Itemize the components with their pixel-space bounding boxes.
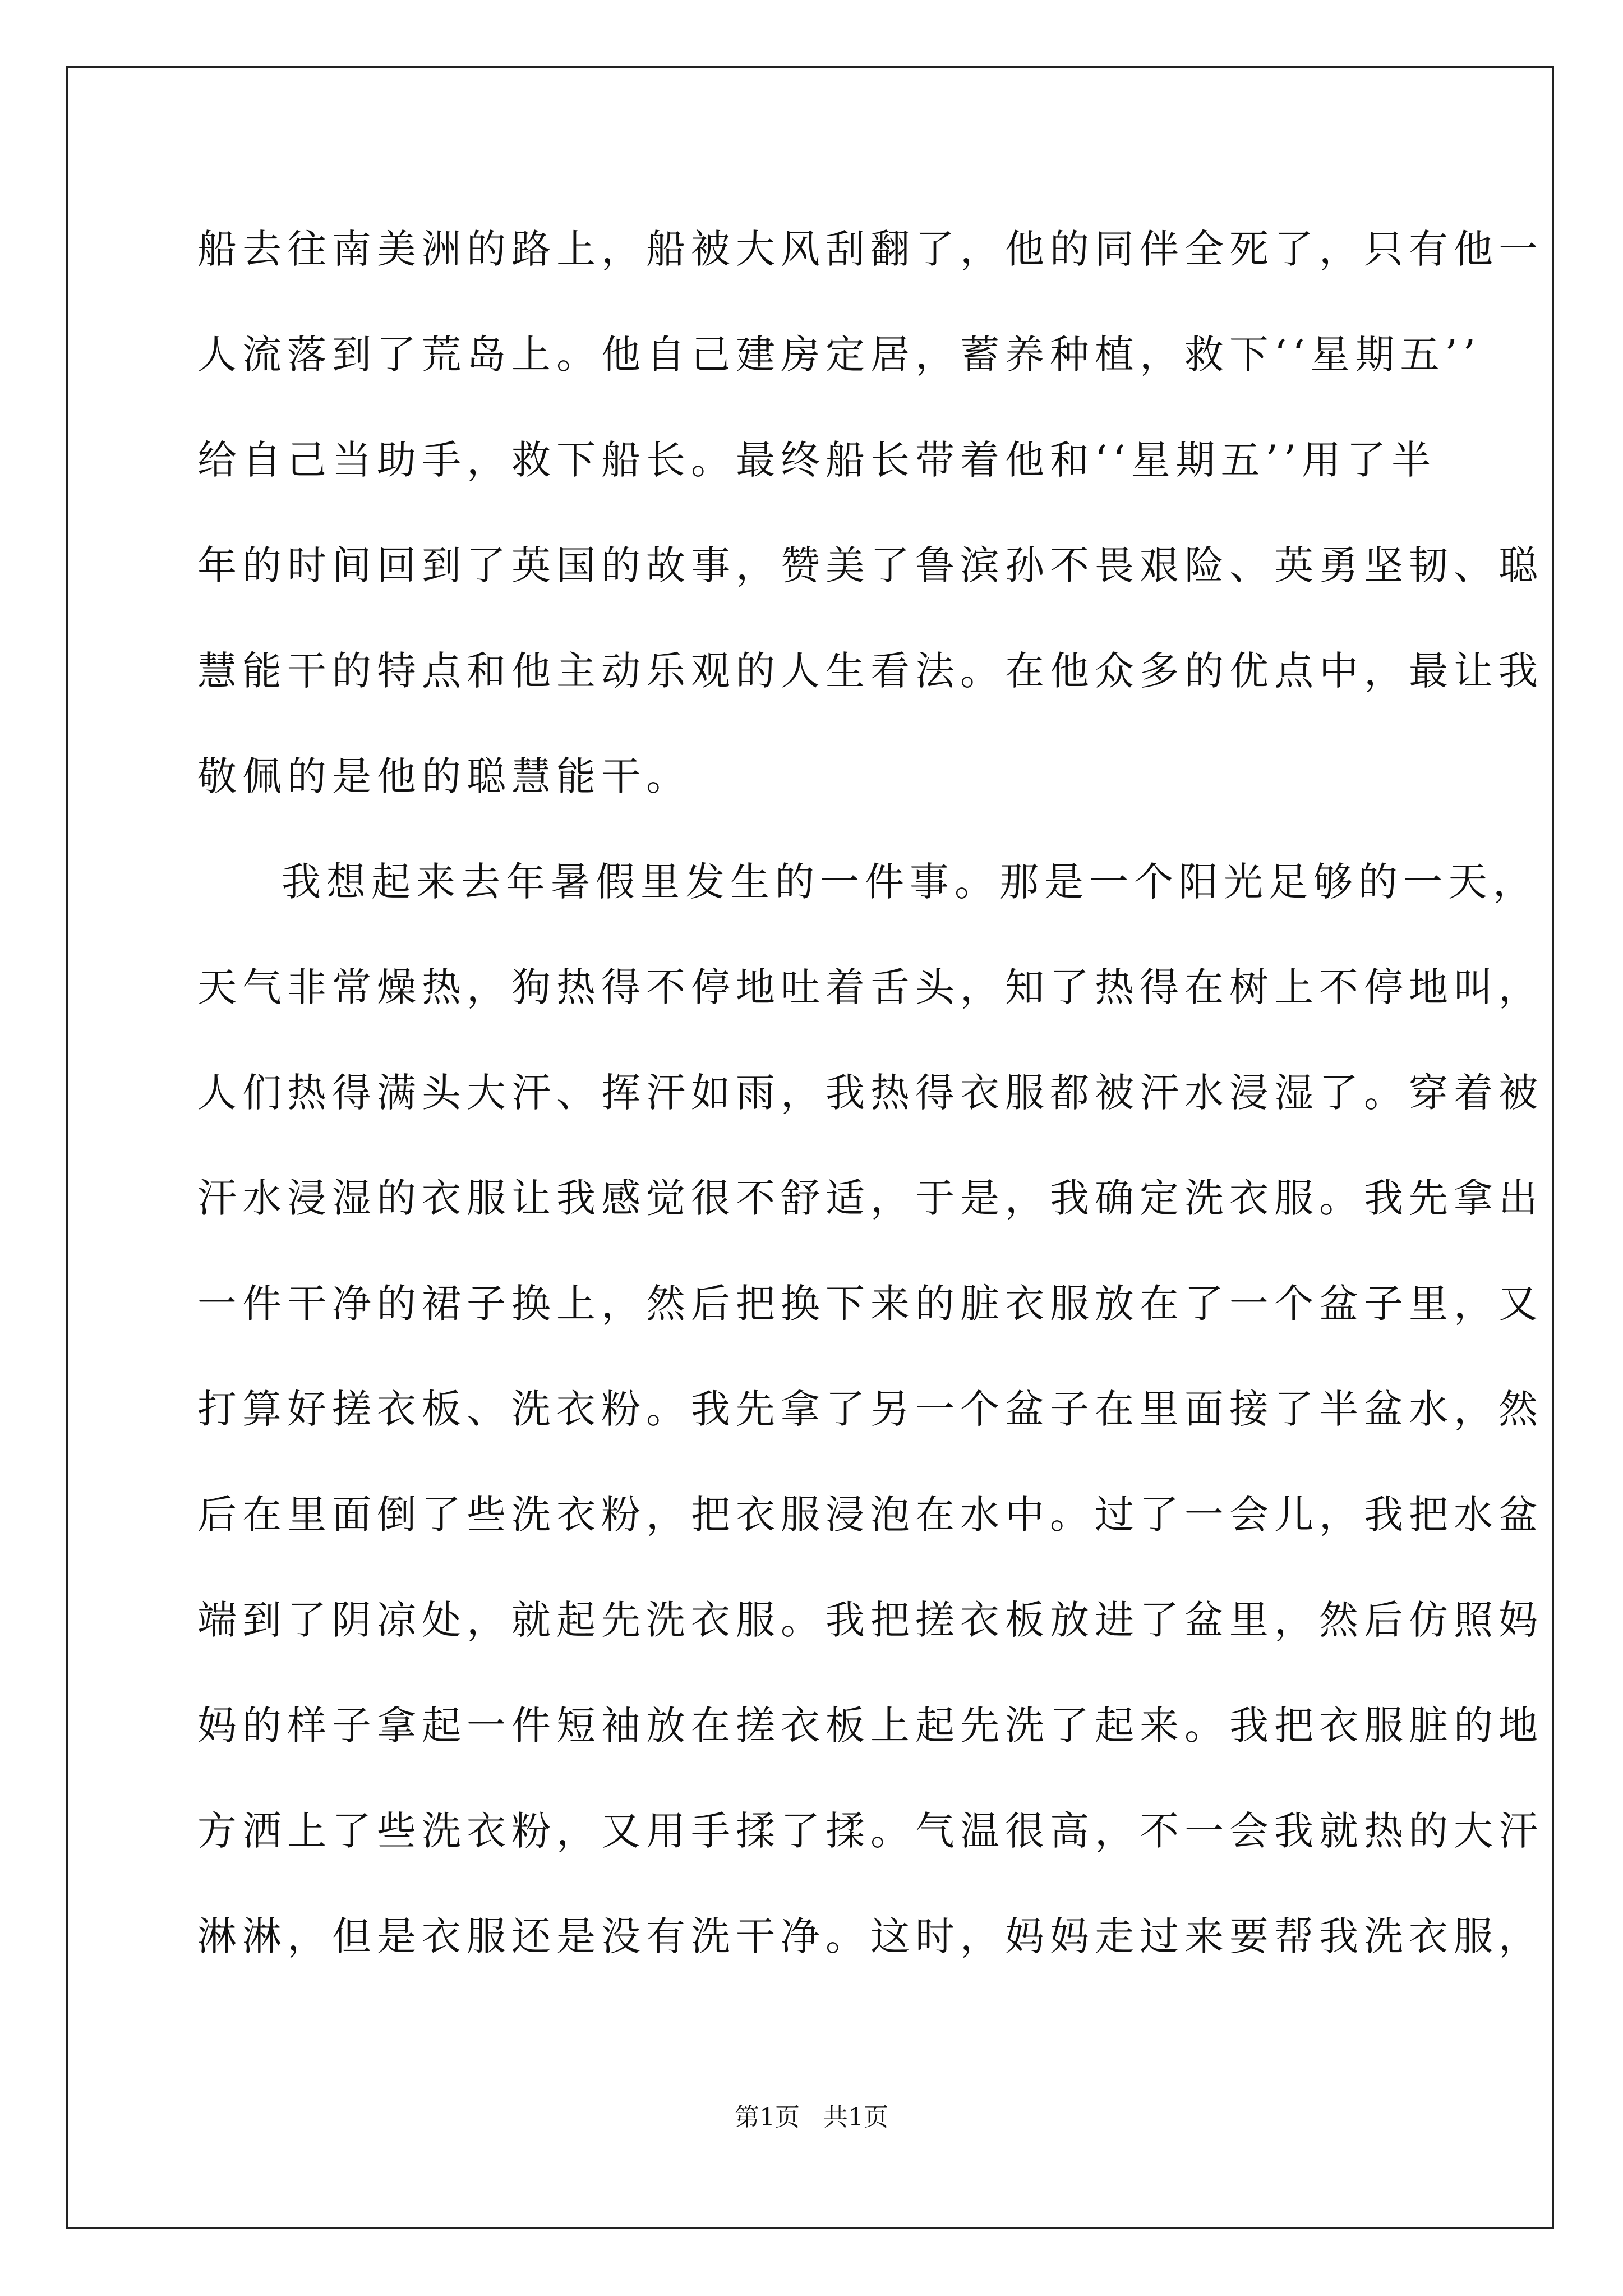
text-line: 方洒上了些洗衣粉，又用手揉了揉。气温很高，不一会我就热的大汗	[197, 1808, 1543, 1854]
paragraph-first-line: 我想起来去年暑假里发生的一件事。那是一个阳光足够的一天，	[282, 859, 1538, 905]
text-line: 人流落到了荒岛上。他自己建房定居，蓄养种植，救下‘‘星期五’’	[197, 332, 1482, 378]
text-line: 年的时间回到了英国的故事，赞美了鲁滨孙不畏艰险、英勇坚韧、聪	[197, 542, 1543, 588]
text-line: 汗水浸湿的衣服让我感觉很不舒适，于是，我确定洗衣服。我先拿出	[197, 1175, 1543, 1221]
text-line: 人们热得满头大汗、挥汗如雨，我热得衣服都被汗水浸湿了。穿着被	[197, 1070, 1543, 1116]
text-line: 敬佩的是他的聪慧能干。	[197, 753, 691, 799]
text-line: 打算好搓衣板、洗衣粉。我先拿了另一个盆子在里面接了半盆水，然	[197, 1386, 1543, 1432]
text-line: 船去往南美洲的路上，船被大风刮翻了，他的同伴全死了，只有他一	[197, 226, 1543, 272]
text-line: 一件干净的裙子换上，然后把换下来的脏衣服放在了一个盆子里，又	[197, 1281, 1543, 1327]
document-body	[197, 196, 1543, 1989]
page-footer	[0, 2101, 1623, 2134]
page-number-label: 第1页 共1页	[735, 2103, 888, 2132]
text-line: 妈的样子拿起一件短袖放在搓衣板上起先洗了起来。我把衣服脏的地	[197, 1703, 1543, 1749]
text-line: 给自己当助手，救下船长。最终船长带着他和‘‘星期五’’用了半	[197, 437, 1437, 483]
text-line: 淋淋，但是衣服还是没有洗干净。这时，妈妈走过来要帮我洗衣服，	[197, 1913, 1543, 1959]
text-line: 天气非常燥热，狗热得不停地吐着舌头，知了热得在树上不停地叫，	[197, 964, 1543, 1010]
text-line: 慧能干的特点和他主动乐观的人生看法。在他众多的优点中，最让我	[197, 648, 1543, 694]
text-line: 后在里面倒了些洗衣粉，把衣服浸泡在水中。过了一会儿，我把水盆	[197, 1492, 1543, 1538]
text-line: 端到了阴凉处，就起先洗衣服。我把搓衣板放进了盆里，然后仿照妈	[197, 1597, 1543, 1643]
